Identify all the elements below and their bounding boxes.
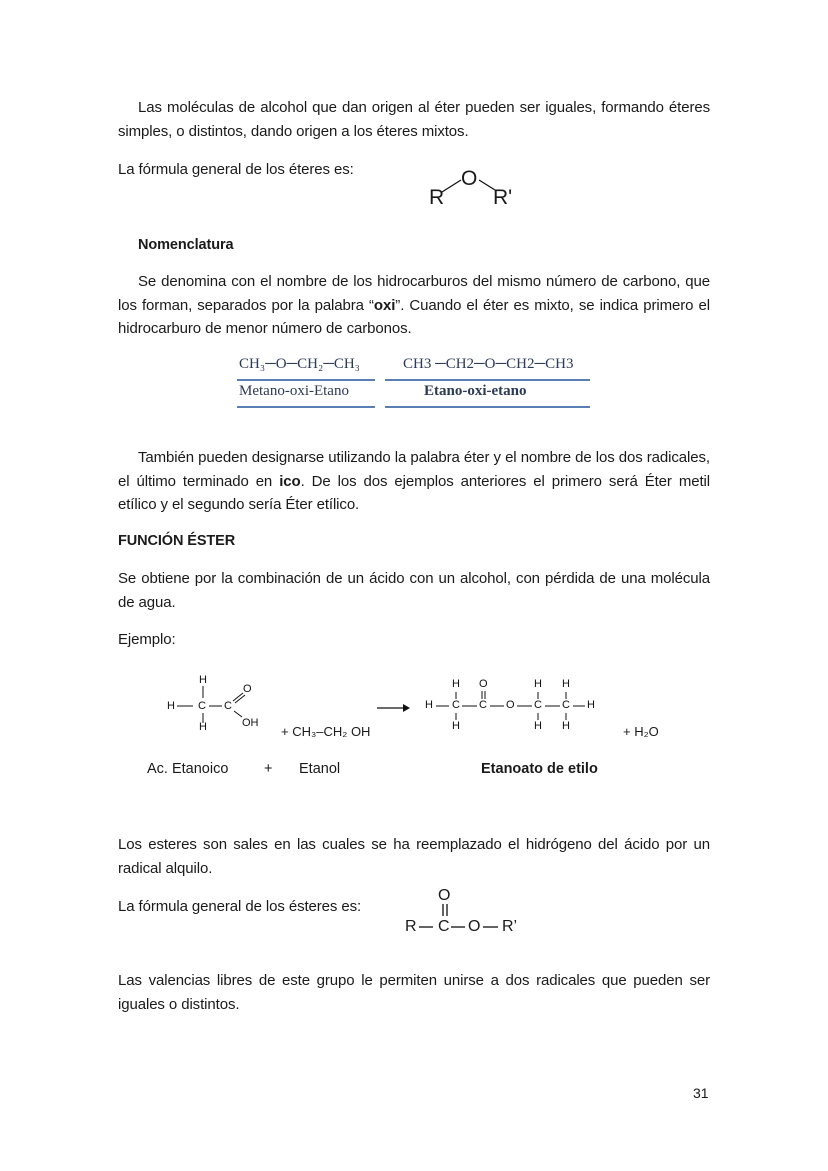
atom-o: O — [243, 683, 252, 695]
ester-r-prime: R’ — [502, 918, 518, 935]
ester-carbon: C — [438, 918, 450, 935]
atom-c: C — [198, 700, 206, 712]
atom-h: H — [452, 720, 460, 732]
paragraph-alternative-naming — [118, 446, 710, 517]
ester-general-formula — [400, 884, 540, 940]
atom-h: H — [452, 678, 460, 690]
text-segment: También pueden designarse utilizando la palabra éter y el nombre de los dos radicales, el último terminado en — [118, 449, 710, 490]
table-rule — [385, 379, 590, 381]
example1-name: Metano-oxi-Etano — [239, 383, 349, 399]
paragraph-nomenclature-rule — [118, 270, 710, 341]
atom-h: H — [534, 720, 542, 732]
atom-c: C — [224, 700, 232, 712]
table-rule — [237, 379, 375, 381]
paragraph-ether-general-formula: La fórmula general de los éteres es: — [118, 161, 354, 178]
label-acido-etanoico: Ac. Etanoico — [147, 761, 229, 777]
heading-nomenclatura: Nomenclatura — [138, 237, 234, 253]
acid-bonds — [160, 674, 280, 734]
atom-h: H — [167, 700, 175, 712]
example2-formula: CH3 ─CH2─O─CH2─CH3 — [403, 356, 574, 372]
ester-carbonyl-oxygen: O — [438, 887, 451, 904]
table-rule — [237, 406, 375, 408]
atom-h: H — [534, 678, 542, 690]
atom-o: O — [506, 699, 515, 711]
ethyl-ethanoate-structure — [425, 678, 600, 736]
label-etanoato-de-etilo: Etanoato de etilo — [481, 761, 598, 777]
plus-water: + H₂O — [623, 724, 659, 739]
atom-h: H — [562, 720, 570, 732]
paragraph-free-valences: Las valencias libres de este grupo le permiten unirse a dos radicales que pueden ser iguales o distintos. — [118, 972, 710, 1013]
text-segment: . De los dos ejemplos anteriores el primero será Éter metil etílico y el segundo sería Éter etílico. — [118, 472, 710, 513]
example1-formula: CH₃─O─CH₂─CH₃ — [239, 356, 360, 372]
atom-c: C — [562, 699, 570, 711]
atom-h: H — [199, 721, 207, 733]
paragraph-ester-formation: Se obtiene por la combinación de un ácido con un alcohol, con pérdida de una molécula de agua. — [118, 570, 710, 611]
bold-oxi: oxi — [373, 296, 396, 314]
atom-h: H — [425, 699, 433, 711]
atom-c: C — [452, 699, 460, 711]
ether-r-left: R — [429, 186, 445, 209]
plus-ethanol-formula: + CH₃–CH₂ OH — [281, 724, 371, 739]
paragraph-ester-general-formula: La fórmula general de los ésteres es: — [118, 898, 362, 915]
ether-general-formula — [425, 166, 525, 216]
atom-c: C — [534, 699, 542, 711]
label-etanol: Etanol — [299, 761, 341, 777]
label-plus: + — [264, 761, 273, 777]
page-number: 31 — [693, 1085, 709, 1101]
atom-h: H — [199, 674, 207, 686]
ester-r: R — [405, 918, 417, 935]
ether-oxygen: O — [461, 167, 478, 190]
reaction-arrow-icon — [377, 702, 411, 714]
table-rule — [385, 406, 590, 408]
atom-oh: OH — [242, 717, 259, 729]
text-segment: Se denomina con el nombre de los hidrocarburos del mismo número de carbono, que los forman, separados por la palabra “ — [118, 273, 710, 314]
atom-c: C — [479, 699, 487, 711]
atom-h: H — [562, 678, 570, 690]
paragraph-ether-types: Las moléculas de alcohol que dan origen al éter pueden ser iguales, formando éteres simples, o distintos, dando origen a los éteres mixtos. — [118, 99, 710, 140]
ester-oxygen: O — [468, 918, 481, 935]
atom-h: H — [587, 699, 595, 711]
paragraph-esters-definition: Los esteres son sales en las cuales se ha reemplazado el hidrógeno del ácido por un radical alquilo. — [118, 836, 710, 877]
atom-o: O — [479, 678, 488, 690]
text-segment: ”. Cuando el éter es mixto, se indica primero el hidrocarburo de menor número de carbonos. — [118, 296, 710, 337]
example2-name: Etano-oxi-etano — [424, 383, 527, 399]
ether-r-right: R' — [493, 186, 513, 209]
label-ejemplo: Ejemplo: — [118, 631, 176, 648]
bold-ico: ico — [279, 472, 301, 490]
heading-funcion-ester: FUNCIÓN ÉSTER — [118, 533, 236, 549]
acetic-acid-structure — [160, 674, 280, 734]
